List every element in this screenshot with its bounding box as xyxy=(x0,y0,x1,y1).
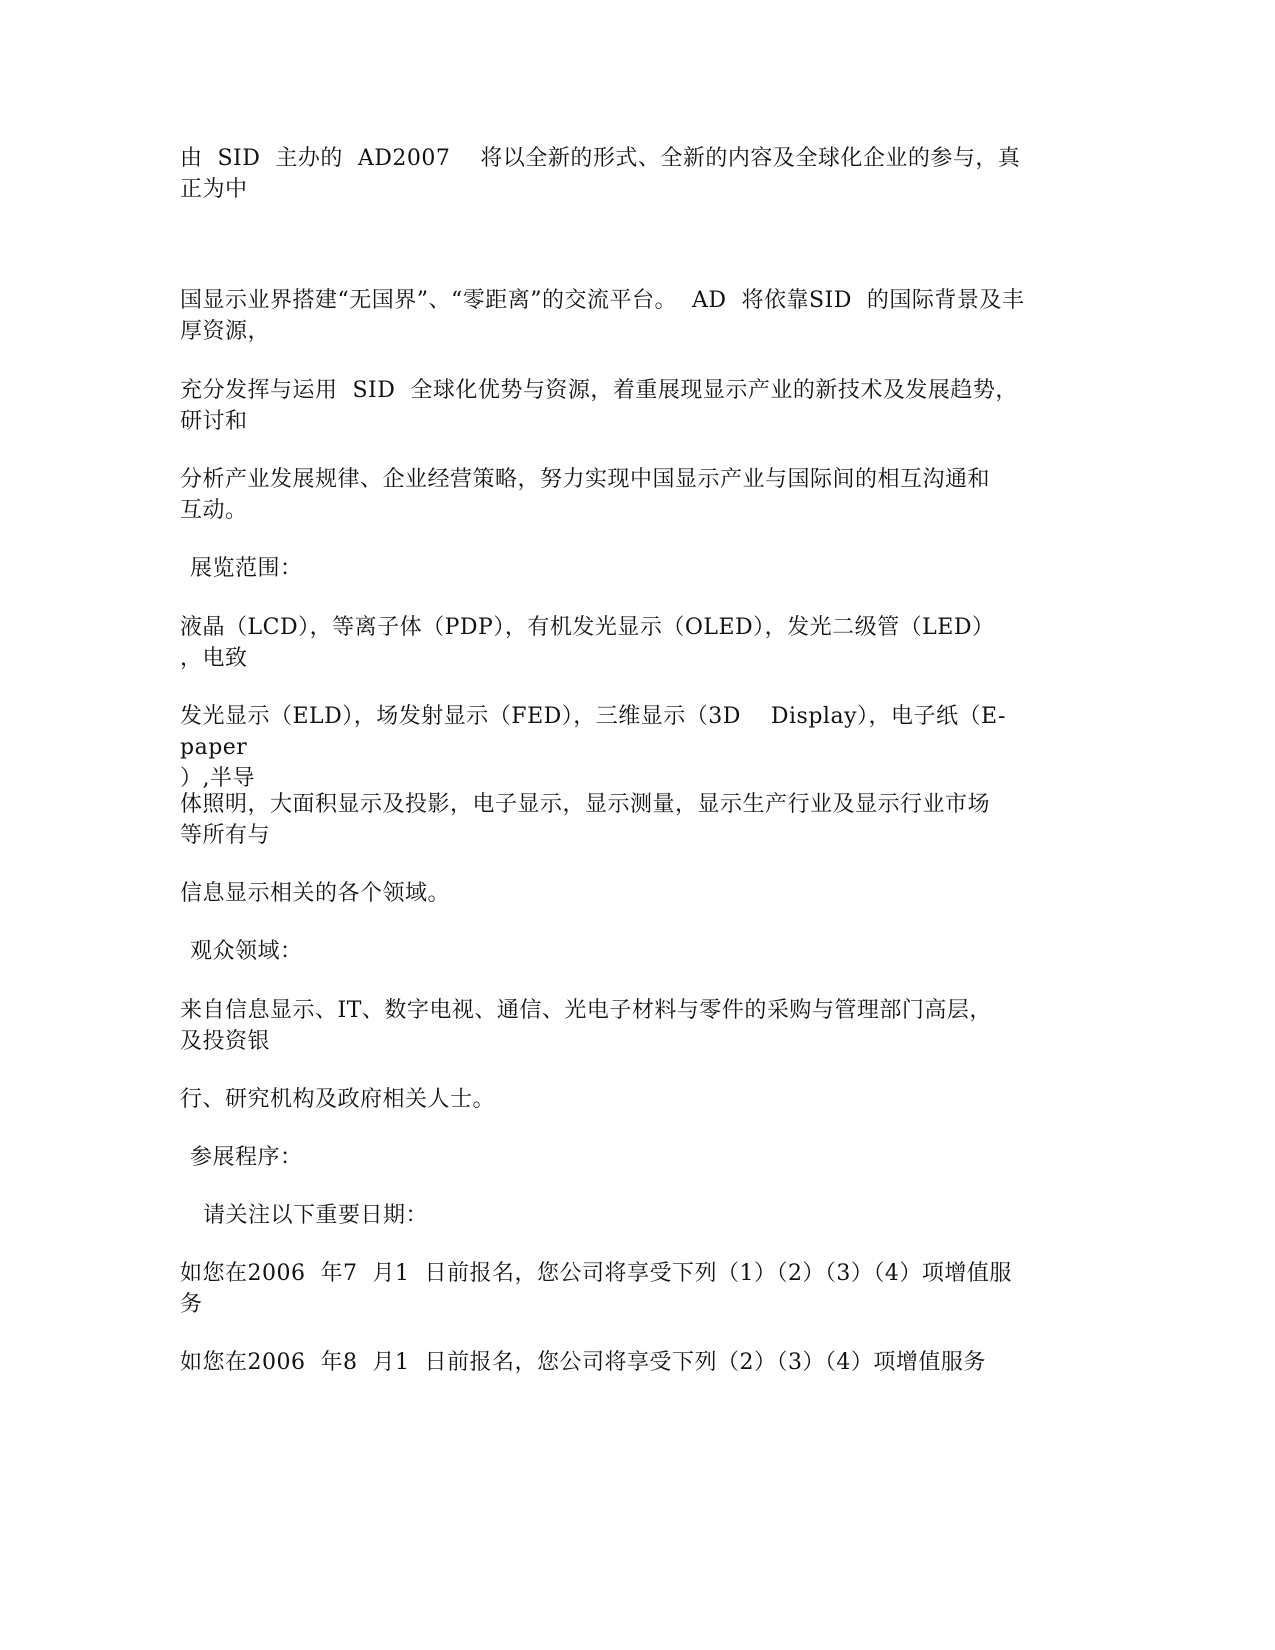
paragraph-scope-3: 体照明，大面积显示及投影，电子显示，显示测量，显示生产行业及显示行业市场 等所有与 xyxy=(180,792,991,848)
paragraph-date-august: 如您在2006 年8 月1 日前报名，您公司将享受下列（2）（3）（4）项增值服务 xyxy=(180,1350,986,1375)
section-heading-audience: 观众领域： xyxy=(190,939,303,964)
paragraph-intro-2: 国显示业界搭建“无国界”、“零距离”的交流平台。 AD 将依靠SID 的国际背景及丰 厚资源， xyxy=(180,288,1025,344)
section-heading-procedure: 参展程序： xyxy=(190,1145,303,1170)
paragraph-audience-2: 行、研究机构及政府相关人士。 xyxy=(180,1087,496,1112)
paragraph-intro-4: 分析产业发展规律、企业经营策略，努力实现中国显示产业与国际间的相互沟通和 互动。 xyxy=(180,467,991,523)
paragraph-scope-4: 信息显示相关的各个领域。 xyxy=(180,881,451,906)
paragraph-scope-1: 液晶（LCD），等离子体（PDP），有机发光显示（OLED），发光二级管（LED） ，电致 xyxy=(180,615,995,671)
paragraph-scope-2: 发光显示（ELD），场发射显示（FED），三维显示（3D Display），电子纸（E-paper ）,半导 xyxy=(180,704,1006,791)
section-heading-exhibit-scope: 展览范围： xyxy=(190,556,303,581)
paragraph-intro-3: 充分发挥与运用 SID 全球化优势与资源，着重展现显示产业的新技术及发展趋势， 研讨和 xyxy=(180,378,1018,434)
paragraph-intro-1: 由 SID 主办的 AD2007 将以全新的形式、全新的内容及全球化企业的参与，真 正为中 xyxy=(180,146,1021,202)
paragraph-important-dates: 请关注以下重要日期： xyxy=(203,1203,429,1228)
paragraph-date-july: 如您在2006 年7 月1 日前报名，您公司将享受下列（1）（2）（3）（4）项增值服 务 xyxy=(180,1261,1012,1317)
paragraph-audience-1: 来自信息显示、IT、数字电视、通信、光电子材料与零件的采购与管理部门高层， 及投资银 xyxy=(180,998,992,1054)
